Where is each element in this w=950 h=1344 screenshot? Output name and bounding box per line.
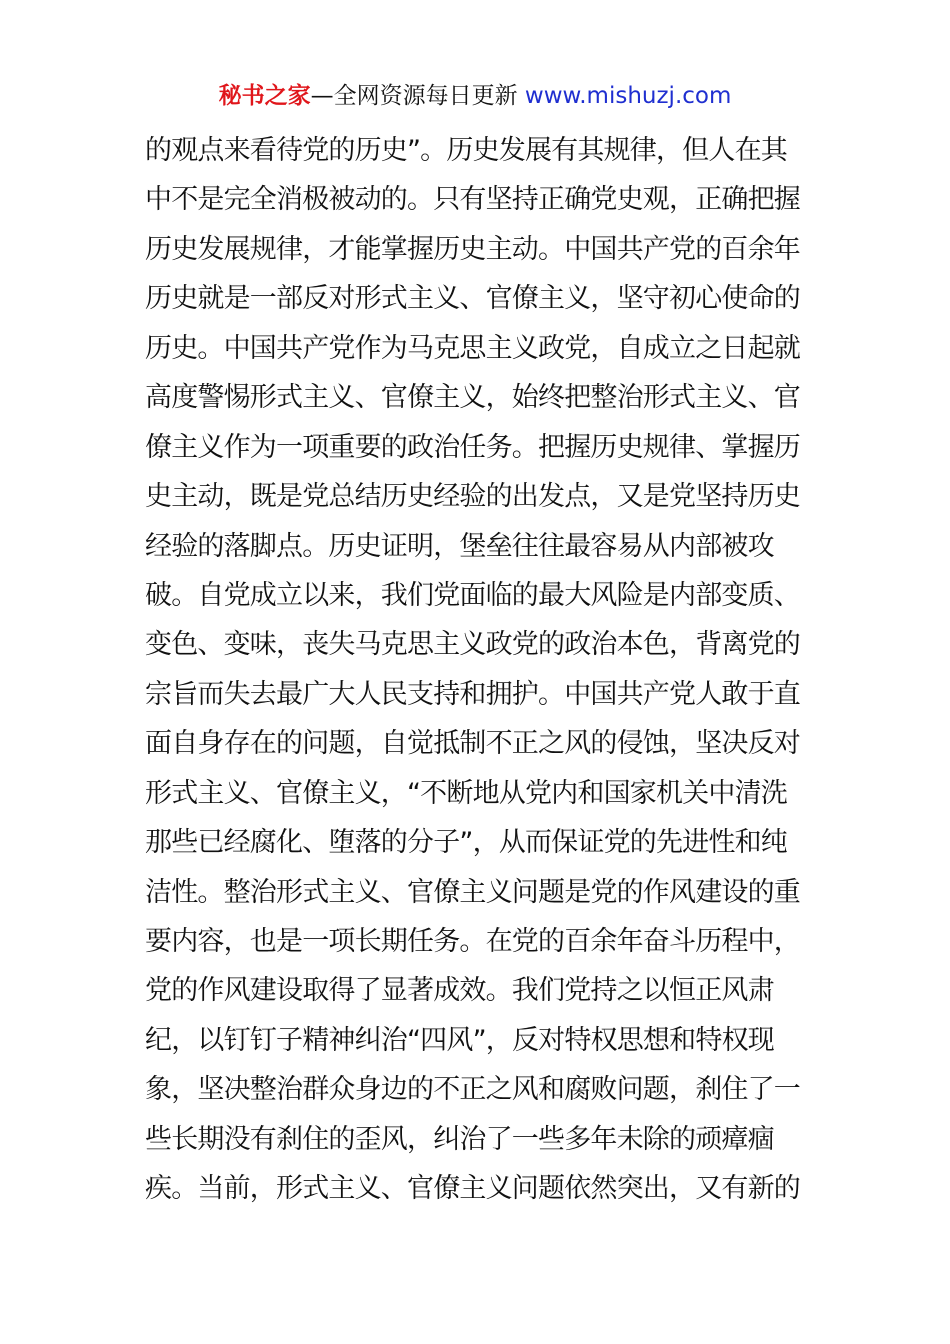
body-line: 经验的落脚点。历史证明，堡垒往往最容易从内部被攻	[145, 530, 774, 562]
body-line: 洁性。整治形式主义、官僚主义问题是党的作风建设的重	[145, 876, 800, 908]
body-line: 历史发展规律，才能掌握历史主动。中国共产党的百余年	[145, 233, 800, 265]
body-line: 僚主义作为一项重要的政治任务。把握历史规律、掌握历	[145, 431, 800, 463]
body-line: 疾。当前，形式主义、官僚主义问题依然突出，又有新的	[145, 1173, 800, 1205]
body-line: 要内容，也是一项长期任务。在党的百余年奋斗历程中，	[145, 926, 800, 957]
body-line: 形式主义、官僚主义，“不断地从党内和国家机关中清洗	[145, 777, 787, 809]
body-line: 纪，以钉钉子精神纠治“四风”，反对特权思想和特权现	[145, 1024, 774, 1056]
body-line: 党的作风建设取得了显著成效。我们党持之以恒正风肃	[145, 975, 774, 1007]
page-header	[0, 80, 950, 112]
body-line: 面自身存在的问题，自觉抵制不正之风的侵蚀，坚决反对	[145, 728, 800, 760]
body-line: 变色、变味，丧失马克思主义政党的政治本色，背离党的	[145, 629, 800, 661]
body-line: 历史。中国共产党作为马克思主义政党，自成立之日起就	[145, 332, 800, 364]
body-line: 象，坚决整治群众身边的不正之风和腐败问题，刹住了一	[145, 1074, 800, 1106]
body-line: 中不是完全消极被动的。只有坚持正确党史观，正确把握	[145, 184, 800, 216]
body-line: 的观点来看待党的历史”。历史发展有其规律，但人在其	[145, 135, 787, 166]
document-body	[145, 126, 815, 1214]
body-line: 些长期没有刹住的歪风，纠治了一些多年未除的顽瘴痼	[145, 1123, 774, 1155]
body-line: 史主动，既是党总结历史经验的出发点，又是党坚持历史	[145, 481, 800, 513]
brand-name: 秘书之家	[218, 83, 311, 109]
site-url-link[interactable]: www.mishuzj.com	[524, 83, 732, 109]
header-tagline: —全网资源每日更新	[310, 83, 525, 109]
body-line: 宗旨而失去最广大人民支持和拥护。中国共产党人敢于直	[145, 678, 800, 710]
body-line: 高度警惕形式主义、官僚主义，始终把整治形式主义、官	[145, 382, 800, 414]
body-line: 那些已经腐化、堕落的分子”，从而保证党的先进性和纯	[145, 827, 787, 859]
body-line: 历史就是一部反对形式主义、官僚主义，坚守初心使命的	[145, 283, 800, 315]
body-line: 破。自党成立以来，我们党面临的最大风险是内部变质、	[145, 579, 800, 611]
